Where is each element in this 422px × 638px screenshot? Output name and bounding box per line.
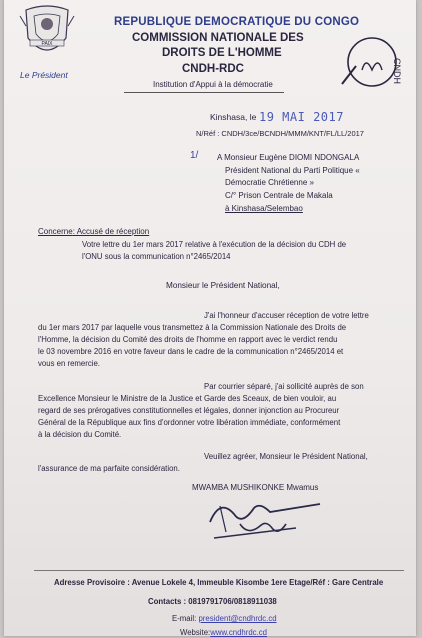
para1-line4: le 03 novembre 2016 en votre faveur dans le cadre de la communication n°2465/2014 et [38, 347, 344, 356]
recipient-line1: A Monsieur Eugène DIOMI NDONGALA [217, 153, 360, 162]
subject-line [38, 227, 149, 236]
handwritten-signature [200, 492, 350, 542]
footer-address: Adresse Provisoire : Avenue Lokele 4, Immeuble Kisombe 1ere Etage/Réf : Gare Centrale [54, 578, 384, 587]
salutation: Monsieur le Président National, [166, 281, 280, 290]
seal-motto: PAIX [41, 41, 53, 47]
para2-line2: Excellence Monsieur le Ministre de la Justice et Garde des Sceaux, de bien vouloir, au [38, 394, 337, 403]
email-label: E-mail: [172, 614, 197, 623]
para1-line3: l'Homme, la décision du Comité des droits de l'homme en rapport avec le verdict rendu [38, 335, 338, 344]
letter-page [4, 0, 416, 636]
para1-line1: J'ai l'honneur d'accuser réception de votre lettre [204, 311, 369, 320]
footer-email-row [172, 614, 277, 623]
para2-line4: Général de la République aux fins d'ordonner votre libération immédiate, conformément [38, 418, 341, 427]
place-label: Kinshasa, le [210, 112, 257, 122]
country-title: REPUBLIQUE DEMOCRATIQUE DU CONGO [114, 16, 360, 28]
email-link[interactable]: president@cndhrdc.cd [198, 614, 277, 623]
recipient-line2: Président National du Parti Politique « [225, 166, 360, 175]
para2-line3: regard de ses prérogatives constitutionnelles et légales, donner injonction au Procureur [38, 406, 340, 415]
president-caption: Le Président [20, 70, 68, 80]
para1-line5: vous en remercie. [38, 359, 100, 368]
website-link[interactable]: www.cndhrdc.cd [210, 628, 267, 637]
margin-mark: 1/ [190, 150, 199, 161]
para2-line1: Par courrier séparé, j'ai sollicité auprès de son [204, 382, 364, 391]
subject-detail-1: Votre lettre du 1er mars 2017 relative à l'exécution de la décision du CDH de [82, 240, 347, 249]
subject-value: : Accusé de réception [72, 227, 150, 236]
footer-divider [34, 570, 404, 571]
commission-title-line2: DROITS DE L'HOMME [162, 47, 282, 59]
date-stamp: 19 MAI 2017 [259, 110, 344, 124]
closing-line2: l'assurance de ma parfaite considération. [38, 464, 180, 473]
cndh-logo-text: CNDH [392, 58, 402, 84]
subject-label: Concerne [38, 227, 73, 236]
signatory-name: MWAMBA MUSHIKONKE Mwamus [192, 483, 319, 492]
website-label: Website: [180, 628, 211, 637]
cndh-logo [334, 26, 404, 96]
commission-acronym: CNDH-RDC [182, 63, 244, 75]
subject-detail-2: l'ONU sous la communication n°2465/2014 [82, 252, 231, 261]
footer-website-row [180, 628, 267, 637]
footer-contacts: Contacts : 0819791706/0818911038 [148, 597, 277, 606]
commission-title-line1: COMMISSION NATIONALE DES [132, 32, 304, 44]
closing-line1: Veuillez agréer, Monsieur le Président National, [204, 452, 368, 461]
reference-number: N/Réf : CNDH/3ce/BCNDH/MMM/KNT/FL/LL/2017 [196, 129, 364, 138]
coat-of-arms-seal [16, 4, 78, 66]
recipient-line3: Démocratie Chrétienne » [225, 178, 314, 187]
commission-subtitle: Institution d'Appui à la démocratie [153, 80, 273, 89]
para2-line5: à la décision du Comité. [38, 430, 122, 439]
recipient-line4: C/° Prison Centrale de Makala [225, 191, 333, 200]
recipient-line5: à Kinshasa/Selembao [225, 204, 303, 213]
para1-line2: du 1er mars 2017 par laquelle vous transmettez à la Commission Nationale des Droits de [38, 323, 347, 332]
header-divider [124, 92, 284, 93]
